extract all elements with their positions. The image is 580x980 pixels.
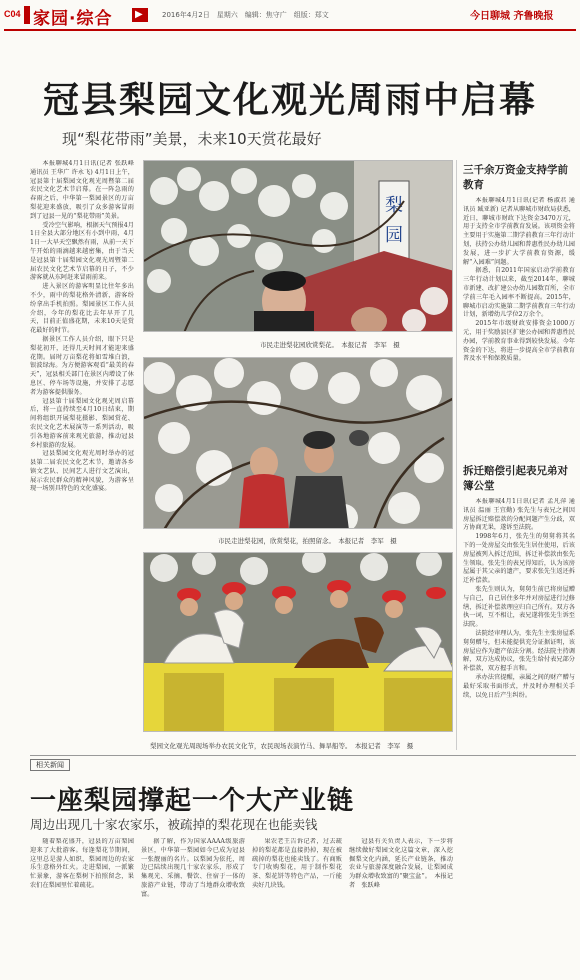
paragraph: 张先生则认为，舅舅生前已将房屋赠与自己，自己居住多年并对房屋进行过修缮，拆迁补偿款理应归自己所有。双方各执一词，互不相让，表兄遂将张先生诉至法院。 — [463, 585, 575, 629]
second-story-column — [30, 838, 134, 976]
paragraph: 据了解，作为国家AAAA级旅游景区，中华第一梨园如今已成为冠县一张靓丽的名片。以梨园为依托，周边已陆续出现几十家农家乐，形成了集观光、采摘、餐饮、住宿于一体的旅游产业链，带动了当地群众增收致富。 — [141, 838, 245, 898]
issue-meta: 2016年4月2日 星期六 编辑：焦守广 组版：郑文 — [162, 11, 329, 19]
header-rule — [4, 29, 576, 31]
paragraph: 据悉，自2011年国家启动学前教育三年行动计划以来，截至2014年，聊城市新建、改扩建公办幼儿园数百所，全市学前三年毛入园率不断提高。2015年，聊城市启动实施第二期学前教育三年行动计划，新增幼儿学位2万余个。 — [463, 267, 575, 319]
column-divider — [456, 160, 457, 750]
section-rule — [30, 755, 576, 756]
paragraph: 据景区工作人员介绍，眼下只是梨花初开，还得几天时间才能迎来盛花期。届时万亩梨花将如雪堆白浪，银波绿海。为方便游客观看“最美的春天”，冠县相关部门在景区内增设了休息区、停车场等设施，并安排了志愿者为游客提供服务。 — [30, 335, 134, 396]
side-story-1-body — [463, 197, 575, 442]
paragraph: 承办法官提醒，亲属之间的财产赠与最好采取书面形式，并及时办理相关手续，以免日后产生纠纷。 — [463, 673, 575, 699]
second-story-column — [349, 838, 453, 976]
svg-text:园: 园 — [385, 225, 403, 246]
section-title: 家园·综合 — [33, 9, 113, 29]
chevron-right-icon: ▶ — [132, 8, 148, 22]
paragraph: 冠县梨园文化观光周时举办的冠县第二届农民文化艺术节，邀请各乡镇文艺队、民间艺人进行文艺演出，展示农民群众的精神风貌，为游客呈现一场别具特色的文化盛宴。 — [30, 450, 134, 493]
paragraph: 冠县第十届梨园文化观光周启幕后，将一直持续至4月10日结束，期间将组织开展梨花摄影、梨园赏花、农民文化艺术展演等一系列活动，吸引各地游客前来观光旅游，推动冠县乡村旅游的发展。 — [30, 397, 134, 449]
paragraph: 本报聊城4月1日讯(记者 杨淑君 通讯员 臧亚新) 记者从聊城市财政局获悉，近日，聊城市财政下达资金3470万元，用于支持全市学前教育发展。该项资金将主要用于实施第二期学前教育三年行动计划，扶持公办幼儿园和普惠性民办幼儿园发展，进一步扩大学前教育资源，缓解“入园难”问题。 — [463, 197, 575, 266]
main-headline: 冠县梨园文化观光周雨中启幕 — [42, 80, 537, 121]
photo-caption: 市民走进梨花园欣赏梨花。 本报记者 李军 摄 — [260, 341, 400, 349]
newspaper-name: 今日聊城 齐鲁晚报 — [470, 11, 554, 22]
paragraph: 果农老王告诉记者，过去疏掉的梨花都是直接扔掉，现在被疏掉的梨花也能卖钱了。有商贩专门收购梨花，用于制作梨花茶、梨花饼等特色产品，一斤能卖好几块钱。 — [252, 838, 342, 889]
paragraph: 进入景区的游客明显比往年多出不少，雨中的梨花格外清新，游客纷纷拿出手机拍照。梨园景区工作人员介绍，今年的梨花比去年早开了几天，目前正值盛花期，未来10天是赏花最好的时节。 — [30, 283, 134, 335]
svg-text:梨: 梨 — [385, 195, 403, 216]
paragraph: 本报聊城4月1日讯(记者 孟凡萍 通讯员 温丽 王宜勤) 张先生与表兄之间因房屋拆迁赔偿款的分配问题产生分歧，双方协商无果，遂诉至法院。 — [463, 498, 575, 532]
paragraph: 1998年6月，张先生的舅舅将其名下的一处房屋交由张先生居住使用，后该房屋被列入拆迁范围，拆迁补偿款由张先生领取。张先生的表兄得知后，认为该房屋属于其父亲的遗产，要求张先生返还拆迁补偿款。 — [463, 533, 575, 585]
page-number: C04 — [4, 9, 21, 19]
paragraph: 冠县有关负责人表示，下一步将继续做好梨园文化这篇文章，深入挖掘梨文化内涵，延长产业链条，推动农业与旅游深度融合发展，让梨园成为群众增收致富的“聚宝盆”。 本报记者 张跃峰 — [349, 838, 453, 889]
second-headline: 一座梨园撑起一个大产业链 — [30, 786, 355, 816]
paragraph: 随着梨花盛开，冠县的万亩梨园迎来了大批游客。每逢梨花节期间，这里总是游人如织，梨园周边的农家乐生意格外红火。走进梨园，一派繁忙景象，游客在梨树下拍照留念，果农们在梨园里忙着疏花。 — [30, 838, 134, 889]
paragraph: 法院经审理认为，张先生主张房屋系舅舅赠与，但未能提供充分证据证明，该房屋应作为遗产依法分割。经法院主持调解，双方达成协议，张先生给付表兄部分补偿款，双方握手言和。 — [463, 629, 575, 673]
paragraph: 2015年市级财政安排资金1000万元，用于奖励县区扩建公办园和普惠性民办园，学前教育事业得到较快发展。今年资金的下达，将进一步提高全市学前教育普及水平和保教质量。 — [463, 320, 575, 363]
main-story-body — [30, 160, 134, 800]
second-story-column — [141, 838, 245, 976]
photo-visitors-photo — [143, 357, 453, 529]
related-news-tag: 相关新闻 — [30, 759, 70, 771]
section-mark — [24, 6, 30, 24]
side-story-2-body — [463, 498, 575, 748]
paragraph: 本报聊城4月1日讯(记者 张跃峰 通讯员 王华广 许永飞) 4月1日上午，冠县第十届梨园文化观光周暨第二届农民文化艺术节启幕。在一阵急雨的春雨之后，中华第一梨园景区的万亩梨花迎来盛放，吸引了众多游客冒雨到了冠县一见的“梨花带雨”美景。 — [30, 160, 134, 220]
photo-caption: 市民走进梨花园，欣赏梨花，拍照留念。 本报记者 李军 摄 — [218, 537, 397, 545]
second-subheadline: 周边出现几十家农家乐，被疏掉的梨花现在也能卖钱 — [30, 817, 318, 832]
photo-folk-performance — [143, 552, 453, 732]
main-subheadline: 现“梨花带雨”美景，未来10天赏花最好 — [62, 130, 322, 148]
photo-visitors-blossoms — [143, 160, 453, 332]
side-story-2-title: 拆迁赔偿引起表兄弟对簿公堂 — [463, 465, 568, 492]
photo-caption: 梨园文化观光周现场举办农民文化节，农民现场表演竹马、舞旱船等。 本报记者 李军 摄 — [150, 742, 414, 750]
paragraph: 受冷空气影响，根据天气预报4月1日全县大部分地区有小到中雨，4月1日一大早天空飘然有雨，从前一天下午开始的雨滴越来越密集，由于当天是冠县第十届梨园文化观光周暨第二届农民文化艺术节启幕的日子，不少游客就从东阿赶来冒雨前来。 — [30, 221, 134, 282]
side-story-1-title: 三千余万资金支持学前教育 — [463, 164, 568, 191]
second-story-column — [252, 838, 342, 976]
